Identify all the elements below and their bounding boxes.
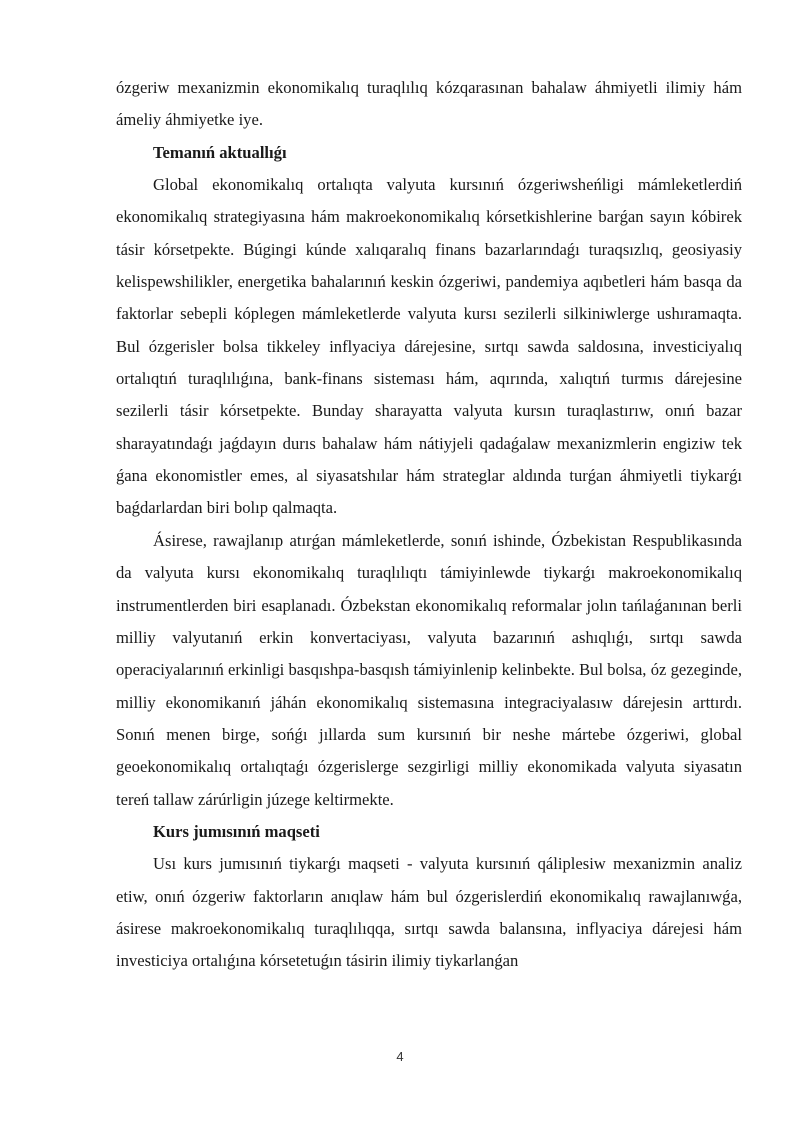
paragraph-relevance-2: Ásirese, rawajlanıp atırǵan mámleketlerde, sonıń ishinde, Ózbekistan Respublikasında da valyuta kursı ekonomikalıq turaqlılıqtı támiyinlewde tiykarǵı makroekonomikalıq instrumentlerden biri esaplanadı. Ózbekstan ekonomikalıq reformalar jolın tańlaǵanınan berli milliy valyutanıń erkin konvertaciyası, valyuta bazarınıń ashıqlıǵı, sırtqı sawda operaciyalarınıń erkinligi basqıshpa-basqısh támiyinlenip kelinbekte. Bul bolsa, óz gezeginde, milliy ekonomikanıń jáhán ekonomikalıq sistemasına integraciyalasıw dárejesin arttırdı. Sonıń menen birge, sońǵı jıllarda sum kursınıń bir neshe mártebe ózgeriwi, global geoekonomikalıq ortalıqtaǵı ózgerislerge sezgirligi milliy ekonomikada valyuta siyasatın tereń tallaw zárúrligin júzege keltirmekte. (116, 530, 742, 809)
paragraph-relevance-1: Global ekonomikalıq ortalıqta valyuta kursınıń ózgeriwsheńligi mámleketlerdiń ekonomikalıq strategiyasına hám makroekonomikalıq kórsetkishlerine barǵan sayın kóbirek tásir kórsetpekte. Búgingi kúnde xalıqaralıq finans bazarlarındaǵı turaqsızlıq, geosiyasiy kelispewshilikler, energetika bahalarınıń keskin ózgeriwi, pandemiya aqıbetleri hám basqa da faktorlar sebepli kóplegen mámleketlerde valyuta kursı sezilerli silkiniwlerge ushıramaqta. Bul ózgerisler bolsa tikkeley inflyaciya dárejesine, sırtqı sawda saldosına, investiciyalıq ortalıqtıń turaqlılıǵına, bank-finans sisteması hám, aqırında, xalıqtıń turmıs dárejesine sezilerli tásir kórsetpekte. Bunday sharayatta valyuta kursın turaqlastırıw, onıń bazar sharayatındaǵı jaǵdayın durıs bahalaw hám nátiyjeli qadaǵalaw mexanizmlerin engiziw tek ǵana ekonomistler emes, al siyasatshılar hám strateglar aldında turǵan áhmiyetli tiykarǵı baǵdarlardan biri bolıp qalmaqta. (116, 175, 742, 518)
paragraph-continuation: ózgeriw mexanizmin ekonomikalıq turaqlılıq kózqarasınan bahalaw áhmiyetli ilimiy hám ámeliy áhmiyetke iye. (116, 78, 742, 130)
page-number: 4 (396, 1049, 404, 1064)
heading-relevance: Temanıń aktuallıǵı (153, 142, 287, 162)
document-page (116, 72, 742, 978)
heading-goal: Kurs jumısınıń maqseti (153, 821, 320, 841)
paragraph-goal: Usı kurs jumısınıń tiykarǵı maqseti - valyuta kursınıń qáliplesiw mexanizmin analiz etiw, onıń ózgeriw faktorların anıqlaw hám bul ózgerislerdiń ekonomikalıq rawajlanıwǵa, ásirese makroekonomikalıq turaqlılıqqa, sırtqı sawda balansına, inflyaciya dárejesi hám investiciya ortalıǵına kórsetetuǵın tásirin ilimiy tiykarlanǵan (116, 854, 742, 971)
